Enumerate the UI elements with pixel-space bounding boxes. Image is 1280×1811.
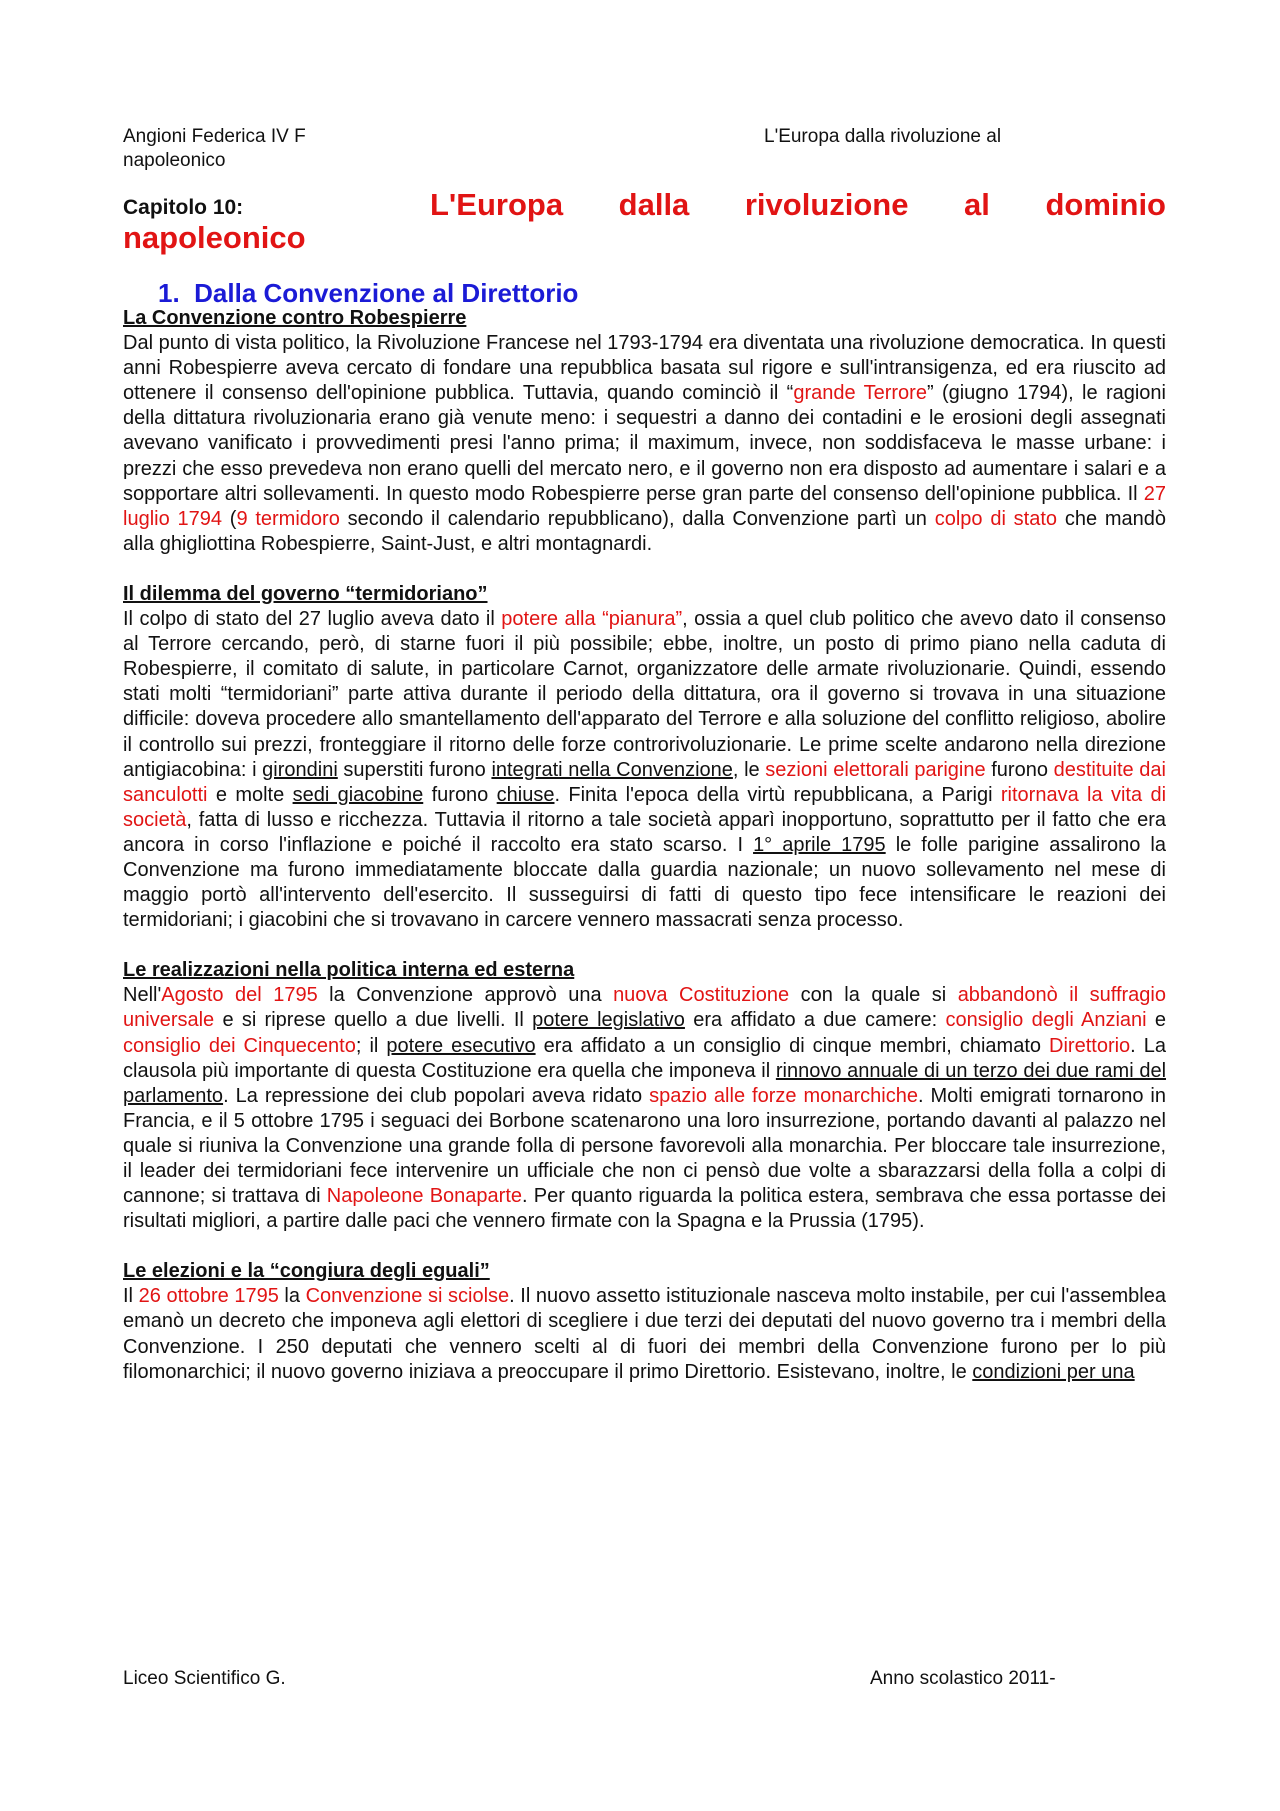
header-document-title: L'Europa dalla rivoluzione al	[764, 126, 1002, 147]
subsection-heading: Le elezioni e la “congiura degli eguali”	[123, 1260, 490, 1283]
document-body	[123, 306, 1166, 1385]
text-run: le folle parigine assalirono la Convenzione ma furono immediatamente bloccate dalla guardia nazionale; un nuovo sollevamento nel mese di maggio portò all'intervento dell'esercito. Il susseguirsi di fatti di questo tipo fece intensificare le reazioni dei termidoriani; i giacobini che si trovavano in carcere vennero massacrati senza processo.	[123, 833, 1166, 932]
text-run: . La clausola più importante di questa Costituzione era quella che imponeva il	[123, 1034, 1166, 1082]
text-run: Nell'	[123, 984, 162, 1007]
text-run: la	[278, 1285, 306, 1308]
highlighted-text: 27 luglio 1794	[123, 482, 1166, 530]
paragraph	[123, 607, 1166, 933]
text-run: secondo il calendario repubblicano), dalla Convenzione partì un	[339, 507, 935, 530]
highlighted-text: sezioni elettorali parigine	[765, 758, 986, 781]
highlighted-text: nuova Costituzione	[613, 984, 790, 1007]
highlighted-text: ritornava la vita di società	[123, 783, 1167, 831]
text-run: , fatta di lusso e ricchezza. Tuttavia il ritorno a tale società apparì inopportuno, soprattutto per il fatto che era ancora in corso l'inflazione e poiché il raccolto era stato scarso. I	[123, 808, 1166, 856]
highlighted-text: consiglio dei Cinquecento	[123, 1034, 356, 1057]
highlighted-text: grande Terrore	[793, 382, 927, 405]
text-run: e	[1146, 1009, 1167, 1032]
section-title: Dalla Convenzione al Direttorio	[194, 278, 579, 308]
text-run: Dal punto di vista politico, la Rivoluzione Francese nel 1793-1794 era diventata una rivoluzione democratica. In questi anni Robespierre aveva cercato di fondare una repubblica basata sul rigore e sull'intransigenza, ed era riuscito ad ottenere il consenso dell'opinione pubblica. Tuttavia, quando cominciò il “	[123, 332, 1166, 405]
chapter-label: Capitolo 10:	[123, 196, 244, 219]
highlighted-text: abbandonò il suffragio universale	[123, 984, 1166, 1032]
text-run: (	[221, 507, 237, 530]
chapter-title-continuation: napoleonico	[123, 220, 306, 255]
text-run: furono	[985, 758, 1054, 781]
footer-school-year: Anno scolastico 2011-	[870, 1668, 1056, 1689]
subsection-heading: La Convenzione contro Robespierre	[123, 307, 467, 329]
subsection-heading: Il dilemma del governo “termidoriano”	[123, 582, 488, 605]
highlighted-text: colpo di stato	[934, 507, 1058, 530]
text-run: . La repressione dei club popolari aveva ridato	[223, 1084, 650, 1107]
text-run: , ossia a quel club politico che avevo dato il consenso al Terrore cercando, però, di starne fuori il più possibile; ebbe, inoltre, un posto di primo piano nella caduta di Robespierre, il comitato di salute, in particolare Carnot, organizzatore delle armate rivoluzionarie. Quindi, essendo stati molti “termidoriani” parte attiva durante il periodo della dittatura, ora il governo si trovava in una situazione difficile: doveva procedere allo smantellamento dell'apparato del Terrore e alla soluzione del conflitto religioso, abolire il controllo sui prezzi, fronteggiare il ritorno delle forze controrivoluzionarie. Le prime scelte andarono nella direzione antigiacobina: i	[123, 608, 1166, 781]
paragraph	[123, 1284, 1166, 1384]
chapter-title: L'Europa dalla rivoluzione al dominio	[430, 187, 1166, 222]
subsection-heading: Le realizzazioni nella politica interna ed esterna	[123, 959, 575, 982]
text-run: furono	[423, 783, 497, 806]
text-run: la Convenzione approvò una	[317, 984, 614, 1007]
text-run: Il colpo di stato del 27 luglio aveva dato il	[123, 608, 502, 631]
text-run: , le	[732, 758, 766, 781]
underlined-text: rinnovo annuale di un terzo dei due rami del parlamento	[123, 1059, 1167, 1107]
highlighted-text: Agosto del 1795	[161, 984, 318, 1007]
underlined-text: potere esecutivo	[386, 1034, 536, 1057]
highlighted-text: destituite dai sanculotti	[123, 758, 1166, 806]
underlined-text: girondini	[262, 758, 338, 781]
underlined-text: 1° aprile 1795	[753, 833, 886, 856]
highlighted-text: Convenzione si sciolse	[305, 1285, 510, 1308]
underlined-text: potere legislativo	[532, 1009, 685, 1032]
highlighted-text: Direttorio	[1049, 1034, 1131, 1057]
text-run: Il	[123, 1285, 139, 1308]
footer-school: Liceo Scientifico G.	[123, 1668, 286, 1689]
underlined-text: sedi giacobine	[292, 783, 424, 806]
highlighted-text: 26 ottobre 1795	[138, 1285, 279, 1308]
highlighted-text: Napoleone Bonaparte	[326, 1185, 522, 1208]
text-run: era affidato a un consiglio di cinque membri, chiamato	[535, 1034, 1050, 1057]
text-run: con la quale si	[789, 984, 958, 1007]
header-author: Angioni Federica IV F	[123, 126, 306, 147]
text-run: superstiti furono	[337, 758, 492, 781]
text-run: ; il	[355, 1034, 387, 1057]
text-run: e si riprese quello a due livelli. Il	[214, 1009, 533, 1032]
text-run: era affidato a due camere:	[684, 1009, 946, 1032]
text-run: . Il nuovo assetto istituzionale nasceva molto instabile, per cui l'assemblea emanò un decreto che imponeva agli elettori di scegliere i due terzi dei deputati del nuovo governo tra i membri della Convenzione. I 250 deputati che vennero scelti al di fuori dei membri della Convenzione furono per lo più filomonarchici; il nuovo governo iniziava a preoccupare il primo Direttorio. Esistevano, inoltre, le	[123, 1285, 1166, 1383]
underlined-text: integrati nella Convenzione	[491, 758, 733, 781]
text-run: ” (giugno 1794), le ragioni della dittatura rivoluzionaria erano già venute meno: i sequestri a danno dei contadini e le erosioni degli assegnati avevano vanificato i provvedimenti presi l'anno prima; il maximum, invece, non soddisfaceva le masse urbane: i prezzi che esso prevedeva non erano quelli del mercato nero, e il governo non era disposto ad aumentare i salari e a sopportare altri sollevamenti. In questo modo Robespierre perse gran parte del consenso dell'opinione pubblica. Il	[123, 382, 1166, 505]
highlighted-text: potere alla “pianura”	[501, 608, 683, 631]
highlighted-text: consiglio degli Anziani	[945, 1009, 1147, 1032]
text-run: che mandò alla ghigliottina Robespierre, Saint-Just, e altri montagnardi.	[123, 507, 1167, 555]
text-run: . Molti emigrati tornarono in Francia, e il 5 ottobre 1795 i seguaci dei Borbone scatenarono una loro insurrezione, portando davanti al palazzo nel quale si riuniva la Convenzione una grande folla di persone favorevoli alla monarchia. Per bloccare tale insurrezione, il leader dei termidoriani fece intervenire un ufficiale che non ci pensò due volte a sbarazzarsi della folla a colpi di cannone; si trattava di	[123, 1084, 1166, 1208]
section-heading	[158, 278, 578, 309]
paragraph	[123, 983, 1166, 1234]
text-run: . Per quanto riguarda la politica estera, sembrava che essa portasse dei risultati migliori, a partire dalle paci che vennero firmate con la Spagna e la Prussia (1795).	[123, 1185, 1166, 1233]
underlined-text: condizioni per una	[972, 1360, 1135, 1383]
header-document-title-continuation: napoleonico	[123, 150, 226, 171]
text-run: . Finita l'epoca della virtù repubblicana, a Parigi	[554, 783, 1001, 806]
paragraph	[123, 331, 1166, 557]
highlighted-text: spazio alle forze monarchiche	[649, 1084, 918, 1107]
section-number: 1.	[158, 278, 180, 308]
highlighted-text: 9 termidoro	[236, 507, 340, 530]
text-run: e molte	[207, 783, 293, 806]
underlined-text: chiuse	[496, 783, 555, 806]
